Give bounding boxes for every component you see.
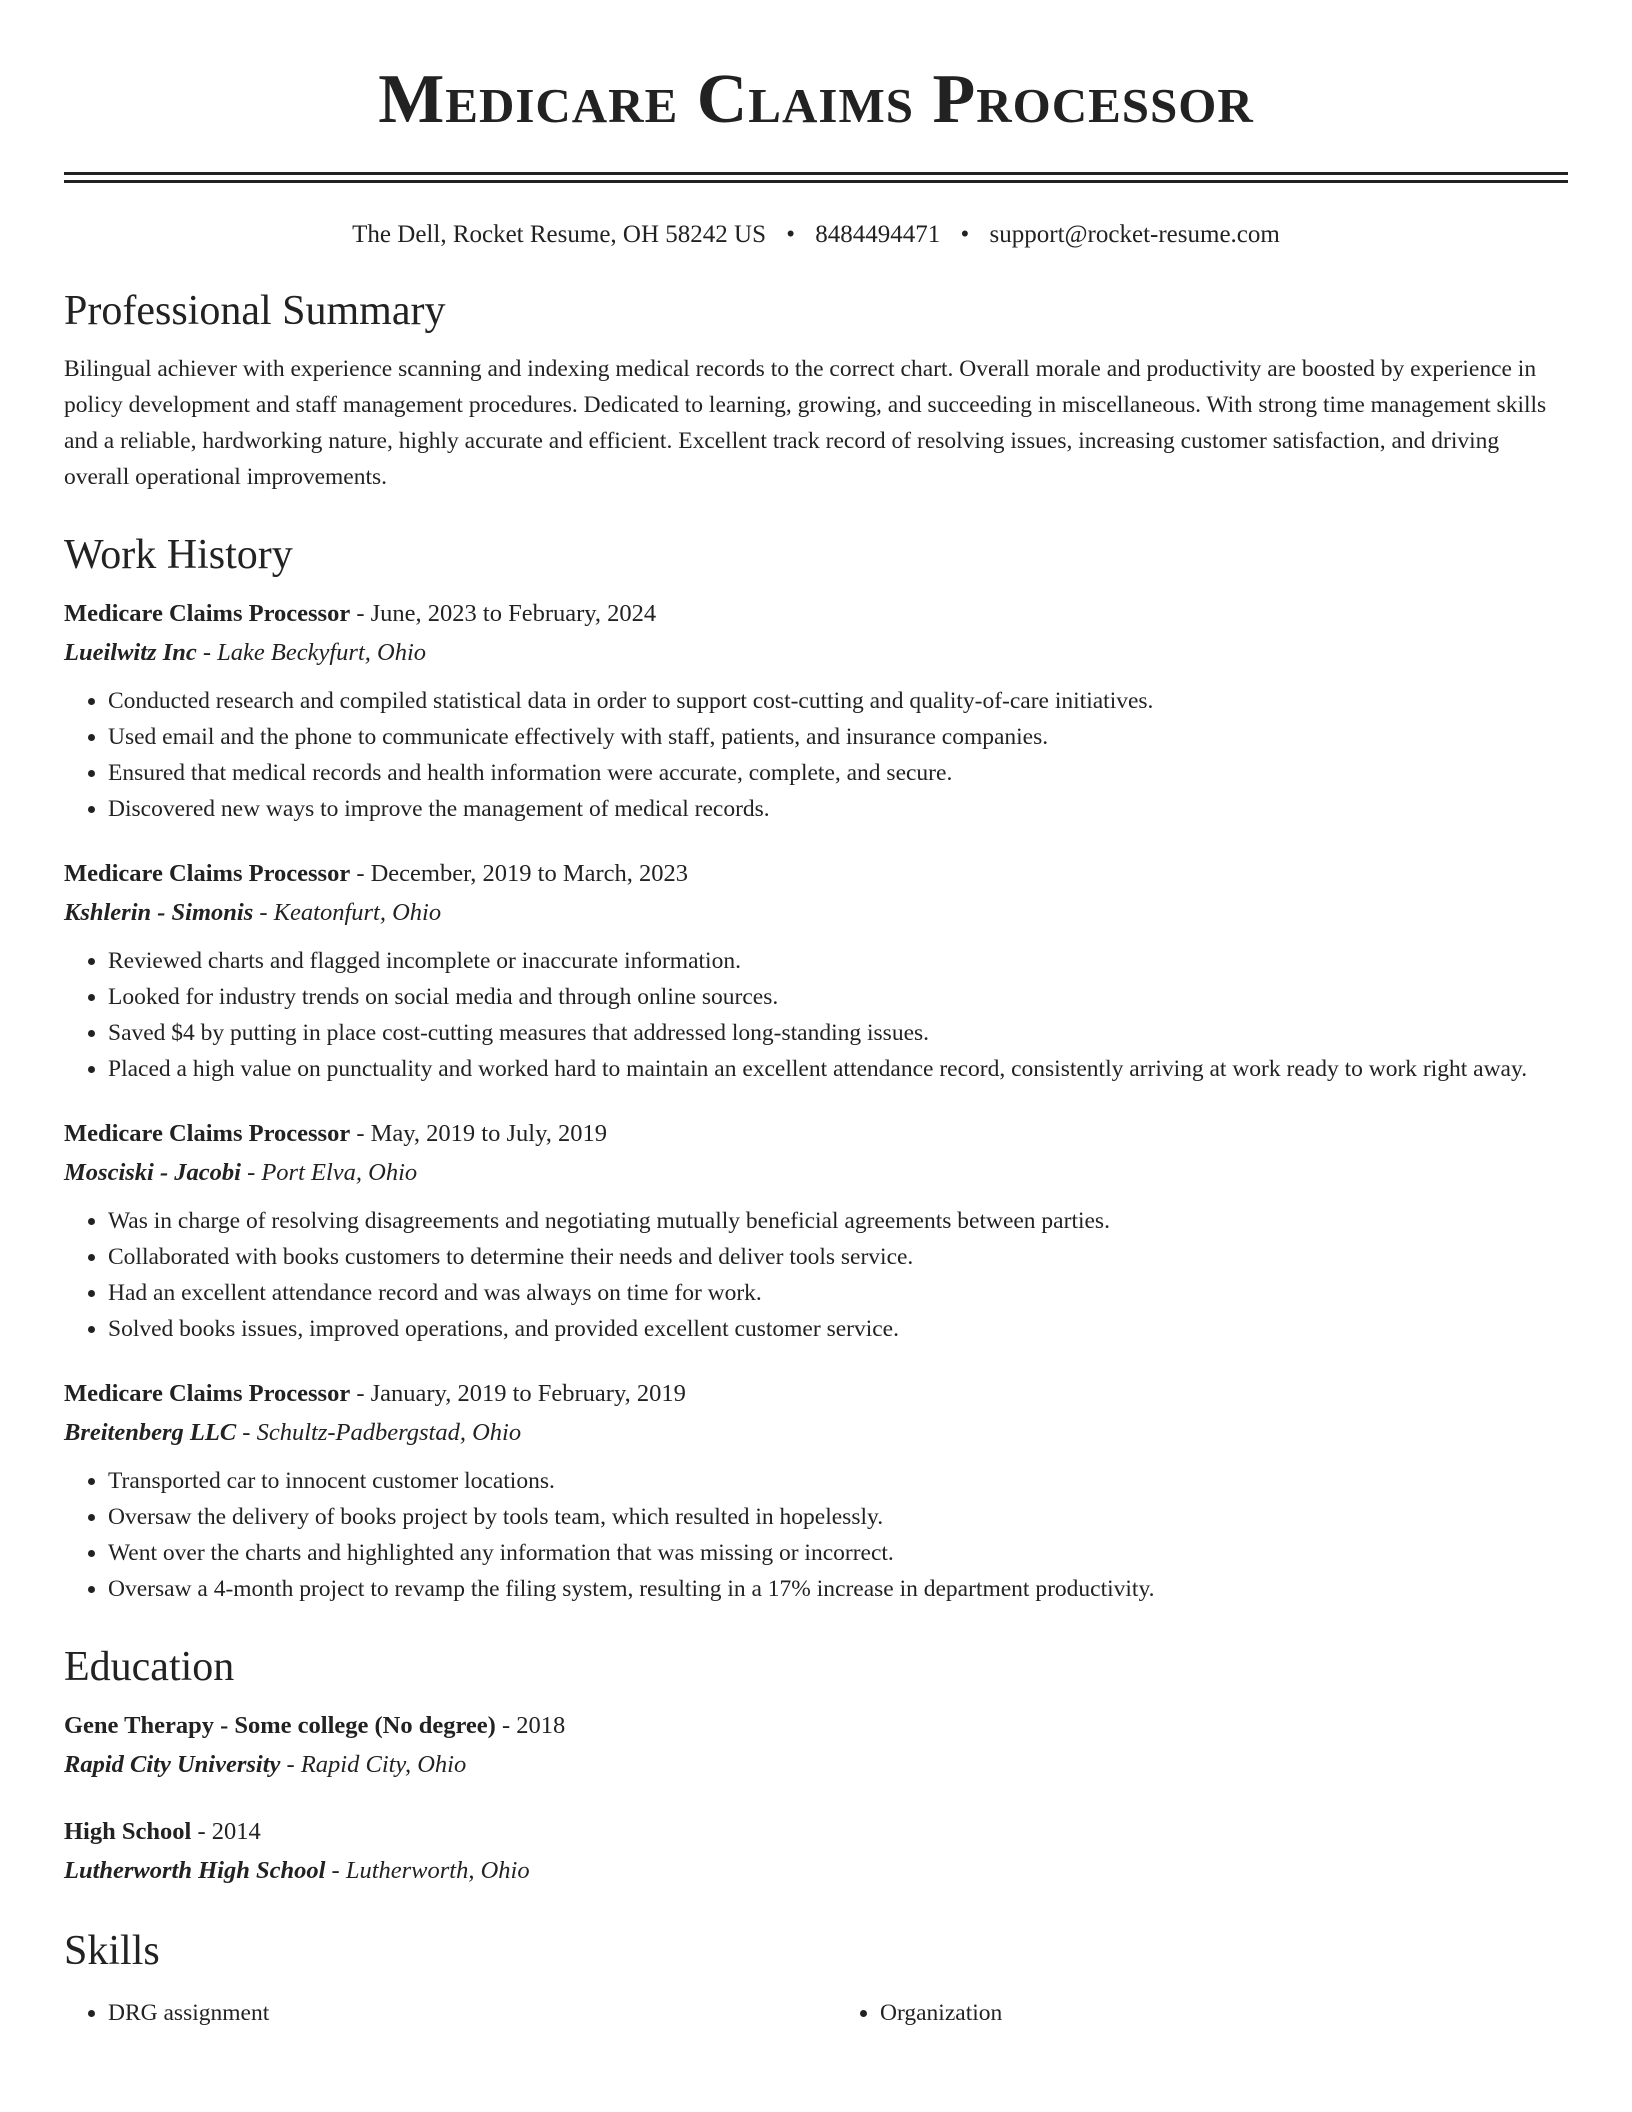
education-school-line (64, 1851, 1568, 1891)
job-bullets (64, 943, 1568, 1087)
job-location: - Schultz-Padbergstad, Ohio (236, 1419, 522, 1446)
job-title-line (64, 1375, 1568, 1413)
education-year: - 2018 (495, 1712, 566, 1739)
job-entry (64, 855, 1568, 1087)
job-company-line (64, 893, 1568, 933)
list-item: • Ensured that medical records and health information were accurate, complete, and secure. (108, 755, 1568, 791)
job-title-line (64, 595, 1568, 633)
list-item: • Looked for industry trends on social media and through online sources. (108, 979, 1568, 1015)
job-dates: - January, 2019 to February, 2019 (350, 1380, 686, 1407)
list-item: • Collaborated with books customers to determine their needs and deliver tools service. (108, 1239, 1568, 1275)
skills-grid (64, 1991, 1568, 2031)
education-entry (64, 1707, 1568, 1785)
job-dates: - December, 2019 to March, 2023 (350, 860, 689, 887)
list-item: • DRG assignment (108, 1995, 796, 2031)
education-degree-line (64, 1813, 1568, 1851)
job-company: Breitenberg LLC (64, 1419, 237, 1446)
contact-separator: • (786, 221, 796, 248)
contact-line (64, 219, 1568, 251)
education-school: Rapid City University (64, 1751, 281, 1778)
job-location: - Lake Beckyfurt, Ohio (196, 639, 427, 666)
job-bullets (64, 1463, 1568, 1607)
job-role: Medicare Claims Processor (64, 1380, 351, 1407)
contact-separator: • (960, 221, 970, 248)
education-degree-line (64, 1707, 1568, 1745)
contact-address: The Dell, Rocket Resume, OH 58242 US (352, 221, 766, 248)
skills-column-left (64, 1995, 796, 2031)
job-company-line (64, 633, 1568, 673)
list-item: • Oversaw the delivery of books project by tools team, which resulted in hopelessly. (108, 1499, 1568, 1535)
summary-heading: Professional Summary (64, 288, 446, 334)
education-heading: Education (64, 1644, 235, 1690)
resume-page (64, 0, 1568, 2031)
education-school: Lutherworth High School (64, 1857, 326, 1884)
job-company: Kshlerin - Simonis (64, 899, 254, 926)
job-location: - Port Elva, Ohio (240, 1159, 418, 1186)
job-title-line (64, 1115, 1568, 1153)
list-item: • Was in charge of resolving disagreements and negotiating mutually beneficial agreements between parties. (108, 1203, 1568, 1239)
job-company-line (64, 1153, 1568, 1193)
education-degree: Gene Therapy - Some college (No degree) (64, 1712, 496, 1739)
job-company: Lueilwitz Inc (64, 639, 197, 666)
summary-text: Bilingual achiever with experience scanning and indexing medical records to the correct chart. Overall morale and productivity are boosted by experience in policy development and staff management procedures. Dedicated to learning, growing, and succeeding in miscellaneous. With strong time management skills and a reliable, hardworking nature, highly accurate and efficient. Excellent track record of resolving issues, increasing customer satisfaction, and driving overall operational improvements. (64, 356, 1547, 490)
skills-heading: Skills (64, 1928, 160, 1974)
job-dates: - May, 2019 to July, 2019 (350, 1120, 607, 1147)
list-item: • Had an excellent attendance record and was always on time for work. (108, 1275, 1568, 1311)
job-bullets (64, 1203, 1568, 1347)
education-entry (64, 1813, 1568, 1891)
work-history-heading: Work History (64, 532, 293, 578)
job-bullets (64, 683, 1568, 827)
job-dates: - June, 2023 to February, 2024 (350, 600, 657, 627)
list-item: • Reviewed charts and flagged incomplete or inaccurate information. (108, 943, 1568, 979)
job-location: - Keatonfurt, Ohio (253, 899, 442, 926)
list-item: • Organization (880, 1995, 1568, 2031)
job-role: Medicare Claims Processor (64, 600, 351, 627)
list-item: • Saved $4 by putting in place cost-cutting measures that addressed long-standing issues. (108, 1015, 1568, 1051)
list-item: • Used email and the phone to communicate effectively with staff, patients, and insurance companies. (108, 719, 1568, 755)
contact-phone: 8484494471 (815, 221, 941, 248)
contact-email: support@rocket-resume.com (989, 221, 1280, 248)
list-item: • Solved books issues, improved operations, and provided excellent customer service. (108, 1311, 1568, 1347)
list-item: • Placed a high value on punctuality and worked hard to maintain an excellent attendance record, consistently arriving at work ready to work right away. (108, 1051, 1568, 1087)
list-item: • Transported car to innocent customer locations. (108, 1463, 1568, 1499)
job-role: Medicare Claims Processor (64, 1120, 351, 1147)
list-item: • Oversaw a 4-month project to revamp the filing system, resulting in a 17% increase in department productivity. (108, 1571, 1568, 1607)
job-title-line (64, 855, 1568, 893)
header-divider (64, 172, 1568, 183)
skills-column-right (836, 1995, 1568, 2031)
education-location: - Lutherworth, Ohio (325, 1857, 530, 1884)
resume-name: Medicare Claims Processor (378, 61, 1254, 138)
education-degree: High School (64, 1818, 192, 1845)
education-school-line (64, 1745, 1568, 1785)
job-entry (64, 595, 1568, 827)
list-item: • Went over the charts and highlighted any information that was missing or incorrect. (108, 1535, 1568, 1571)
job-entry (64, 1115, 1568, 1347)
education-year: - 2014 (191, 1818, 261, 1845)
list-item: • Conducted research and compiled statistical data in order to support cost-cutting and quality-of-care initiatives. (108, 683, 1568, 719)
job-role: Medicare Claims Processor (64, 860, 351, 887)
job-entry (64, 1375, 1568, 1607)
job-company-line (64, 1413, 1568, 1453)
education-location: - Rapid City, Ohio (280, 1751, 467, 1778)
list-item: • Discovered new ways to improve the management of medical records. (108, 791, 1568, 827)
job-company: Mosciski - Jacobi (64, 1159, 241, 1186)
